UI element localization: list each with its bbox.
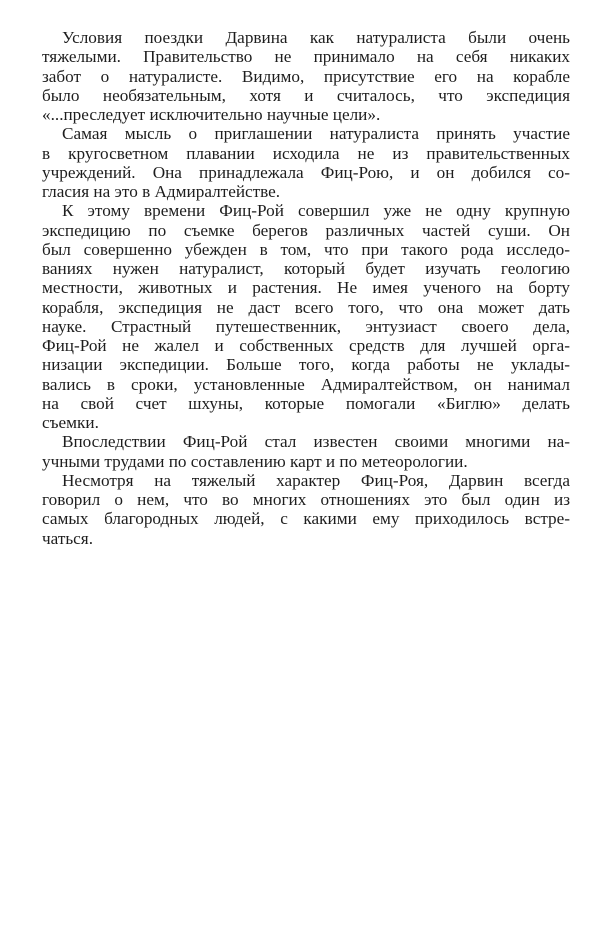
paragraph xyxy=(42,201,570,432)
paragraph xyxy=(42,28,570,124)
text-line: вались в сроки, установленные Адмиралтейством, он нанимал xyxy=(42,374,570,394)
text-line: забот о натуралисте. Видимо, присутствие его на корабле xyxy=(42,66,570,86)
text-line: науке. Страстный путешественник, энтузиаст своего дела, xyxy=(42,316,570,336)
text-line: экспедицию по съемке берегов различных частей суши. Он xyxy=(42,220,570,240)
text-line: на свой счет шхуны, которые помогали «Биглю» делать xyxy=(42,393,570,413)
text-line: Условия поездки Дарвина как натуралиста были очень xyxy=(62,28,570,47)
text-line: в кругосветном плавании исходила не из правительственных xyxy=(42,143,570,163)
text-line: «...преследует исключительно научные цели». xyxy=(42,105,381,124)
document-page xyxy=(42,28,570,548)
text-line: ваниях нужен натуралист, который будет изучать геологию xyxy=(42,259,570,278)
text-line: Самая мысль о приглашении натуралиста принять участие xyxy=(62,124,570,144)
text-line: было необязательным, хотя и считалось, что экспедиция xyxy=(42,85,570,105)
text-line: учными трудами по составлению карт и по метеорологии. xyxy=(42,451,468,471)
text-line: учреждений. Она принадлежала Фиц-Рою, и он добился со- xyxy=(42,162,570,182)
text-line: гласия на это в Адмиралтействе. xyxy=(42,182,281,201)
text-line: самых благородных людей, с какими ему приходилось встре- xyxy=(42,509,570,529)
text-line: местности, животных и растения. Не имея ученого на борту xyxy=(42,278,570,298)
text-line: съемки. xyxy=(42,413,99,432)
text-line: корабля, экспедиция не даст всего того, что она может дать xyxy=(42,297,570,317)
text-line: чаться. xyxy=(42,528,94,548)
text-line: тяжелыми. Правительство не принимало на себя никаких xyxy=(42,47,570,67)
text-line: Несмотря на тяжелый характер Фиц-Роя, Дарвин всегда xyxy=(62,470,570,490)
text-line: низации экспедиции. Больше того, когда работы не уклады- xyxy=(42,355,570,375)
text-line: Фиц-Рой не жалел и собственных средств для лучшей орга- xyxy=(42,336,570,355)
paragraph xyxy=(42,124,570,201)
paragraph xyxy=(42,432,570,471)
paragraph xyxy=(42,471,570,548)
text-line: говорил о нем, что во многих отношениях это был один из xyxy=(42,490,570,509)
text-line: К этому времени Фиц-Рой совершил уже не одну крупную xyxy=(62,201,570,221)
text-line: был совершенно убежден в том, что при такого рода исследо- xyxy=(42,239,570,259)
text-line: Впоследствии Фиц-Рой стал известен своими многими на- xyxy=(62,432,570,452)
